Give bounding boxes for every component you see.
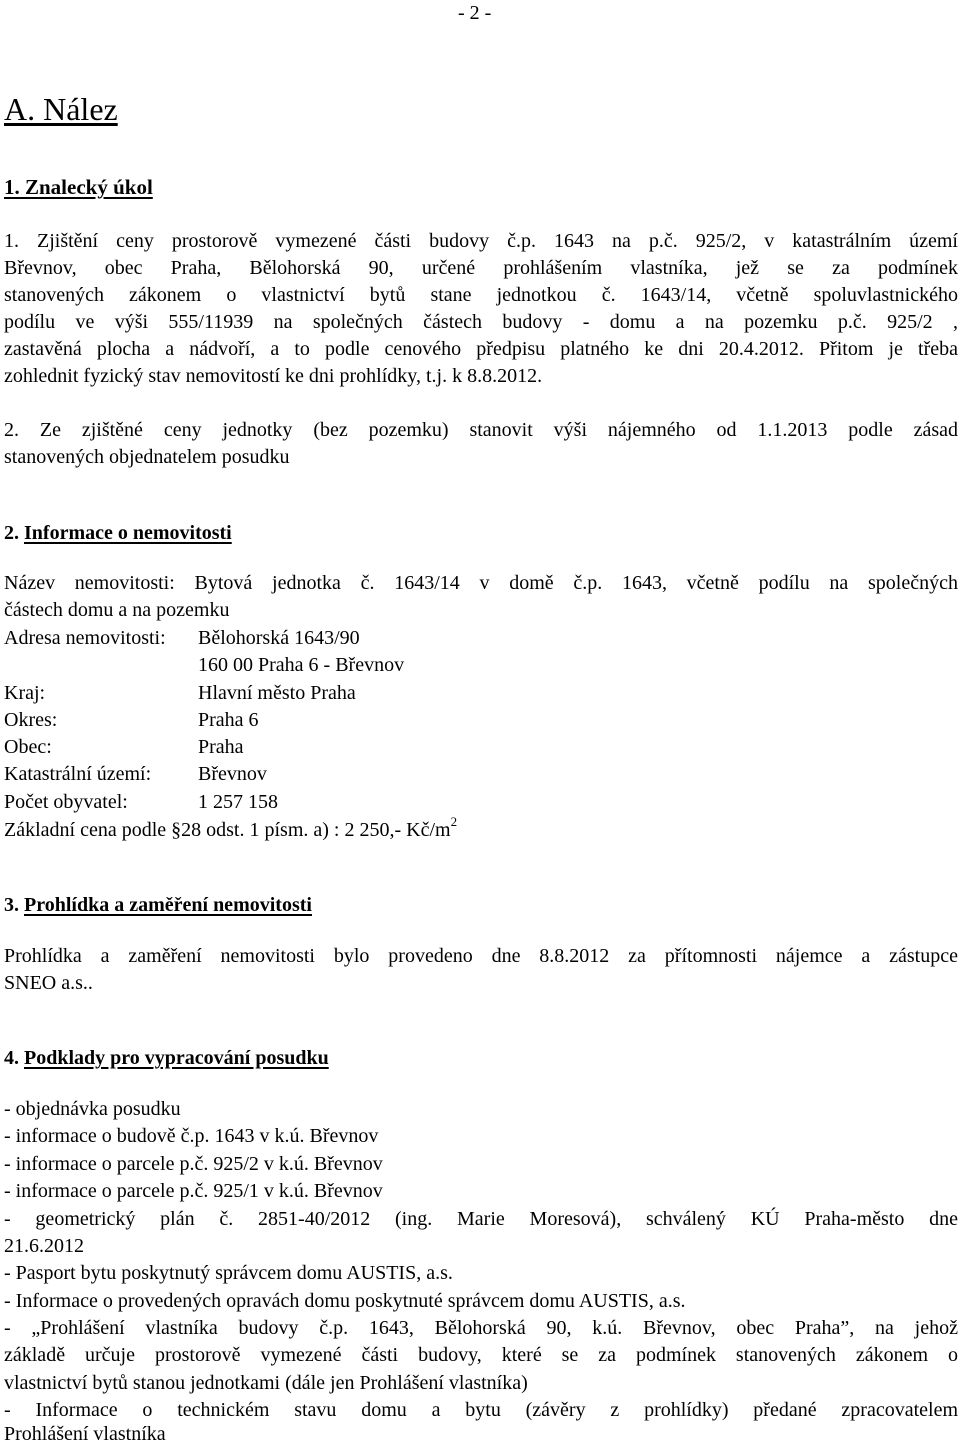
- population-value: 1 257 158: [198, 791, 278, 813]
- task1-line: stanovených zákonem o vlastnictví bytů stane jednotkou č. 1643/14, včetně spoluvlastnického: [4, 284, 958, 306]
- section3-heading-number: 3.: [4, 894, 19, 916]
- section4-heading: [4, 1045, 329, 1072]
- source-list-item: - „Prohlášení vlastníka budovy č.p. 1643, Bělohorská 90, k.ú. Břevnov, obec Praha”, na jehož: [4, 1317, 958, 1339]
- section4-heading-number: 4.: [4, 1047, 19, 1069]
- address-label: Adresa nemovitosti:: [4, 627, 166, 649]
- section2-heading-text: Informace o nemovitosti: [24, 522, 232, 544]
- source-list-item: 21.6.2012: [4, 1235, 84, 1257]
- section1-heading: 1. Znalecký úkol: [4, 175, 153, 199]
- source-list-item: - informace o parcele p.č. 925/2 v k.ú. Břevnov: [4, 1153, 383, 1175]
- source-list-item: - Informace o technickém stavu domu a bytu (závěry z prohlídky) předané zpracovatelem: [4, 1399, 958, 1421]
- source-list-item: vlastnictví bytů stanou jednotkami (dále jen Prohlášení vlastníka): [4, 1372, 528, 1394]
- property-name-line: Název nemovitosti: Bytová jednotka č. 1643/14 v domě č.p. 1643, včetně podílu na společných: [4, 572, 958, 594]
- task1-line: zohlednit fyzický stav nemovitostí ke dni prohlídky, t.j. k 8.8.2012.: [4, 365, 543, 387]
- source-list-item: - Pasport bytu poskytnutý správcem domu AUSTIS, a.s.: [4, 1262, 453, 1284]
- section2-heading-number: 2.: [4, 522, 19, 544]
- municipality-label: Obec:: [4, 736, 52, 758]
- property-name-line: částech domu a na pozemku: [4, 599, 230, 621]
- inspection-line: SNEO a.s..: [4, 972, 93, 994]
- task2-line: stanovených objednatelem posudku: [4, 446, 290, 468]
- page-number: - 2 -: [458, 2, 492, 24]
- source-list-item: - objednávka posudku: [4, 1098, 181, 1120]
- task1-line: zastavěná plocha a nádvoří, a to podle cenového předpisu platného ke dni 20.4.2012. Přitom je třeba: [4, 338, 958, 360]
- district-label: Okres:: [4, 709, 58, 731]
- address-city: 160 00 Praha 6 - Břevnov: [198, 654, 405, 676]
- base-price-superscript: 2: [450, 814, 458, 830]
- section2-heading: [4, 520, 232, 547]
- cadastral-area-value: Břevnov: [198, 763, 267, 785]
- district-value: Praha 6: [198, 709, 259, 731]
- source-list-item: - informace o budově č.p. 1643 v k.ú. Břevnov: [4, 1125, 379, 1147]
- inspection-line: Prohlídka a zaměření nemovitosti bylo provedeno dne 8.8.2012 za přítomnosti nájemce a zástupce: [4, 945, 958, 967]
- section3-heading: [4, 892, 312, 919]
- source-list-item: - informace o parcele p.č. 925/1 v k.ú. Břevnov: [4, 1180, 383, 1202]
- base-price-text: Základní cena podle §28 odst. 1 písm. a) : 2 250,- Kč/m: [4, 819, 451, 841]
- source-list-item: - geometrický plán č. 2851-40/2012 (ing. Marie Moresová), schválený KÚ Praha-město dne: [4, 1208, 958, 1230]
- task1-line: podílu ve výši 555/11939 na společných částech budovy - domu a na pozemku p.č. 925/2 ,: [4, 311, 958, 333]
- source-list-item: - Informace o provedených opravách domu poskytnuté správcem domu AUSTIS, a.s.: [4, 1290, 686, 1312]
- task2-line: 2. Ze zjištěné ceny jednotky (bez pozemku) stanovit výši nájemného od 1.1.2013 podle zásad: [4, 419, 958, 441]
- base-price-line: [4, 814, 458, 844]
- population-label: Počet obyvatel:: [4, 791, 128, 813]
- region-label: Kraj:: [4, 682, 46, 704]
- cadastral-area-label: Katastrální území:: [4, 763, 152, 785]
- source-list-item: základě určuje prostorově vymezené části budovy, které se za podmínek stanovených zákonem o: [4, 1344, 958, 1366]
- region-value: Hlavní město Praha: [198, 682, 356, 704]
- municipality-value: Praha: [198, 736, 244, 758]
- page-title: A. Nález: [4, 91, 118, 127]
- address-street: Bělohorská 1643/90: [198, 627, 360, 649]
- task1-line: 1. Zjištění ceny prostorově vymezené části budovy č.p. 1643 na p.č. 925/2, v katastrálním území: [4, 230, 958, 252]
- section3-heading-text: Prohlídka a zaměření nemovitosti: [24, 894, 312, 916]
- task1-line: Břevnov, obec Praha, Bělohorská 90, určené prohlášením vlastníka, jež se za podmínek: [4, 257, 958, 279]
- section4-heading-text: Podklady pro vypracování posudku: [24, 1047, 329, 1069]
- source-list-item: Prohlášení vlastníka: [4, 1423, 166, 1445]
